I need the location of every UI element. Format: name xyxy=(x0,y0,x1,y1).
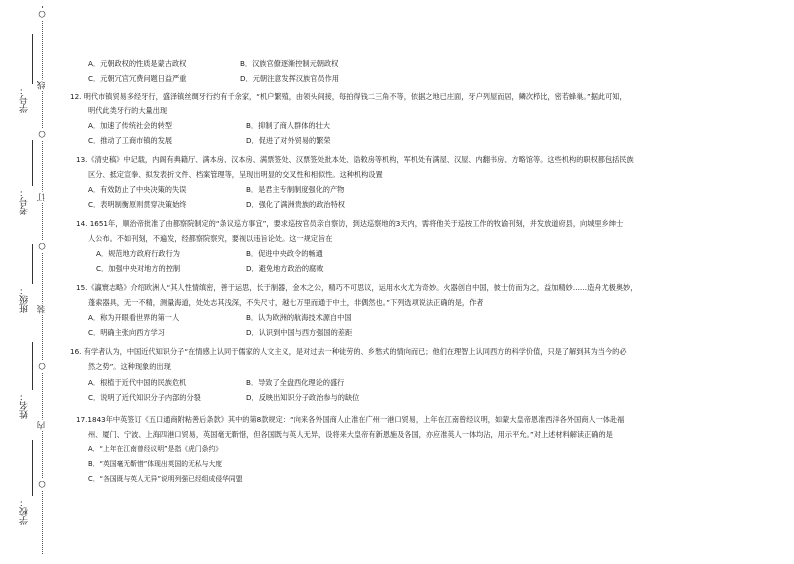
option-a[interactable]: A．称为开眼看世界的第一人 xyxy=(88,313,180,322)
option-b[interactable]: B．认为欧洲的航海技术源自中国 xyxy=(246,313,352,322)
question-stem: 17.1843年中英签订《五口通商附粘善后条款》其中的第8款规定：“向来各外国商人止准在广州一港口贸易，上年在江南曾经议明，如蒙大皇帝恩准西洋各外国商人一体赴福 xyxy=(76,415,625,424)
option-d[interactable]: D．元朝注意发挥汉族官员作用 xyxy=(240,74,339,83)
binding-inner-mark: 内 xyxy=(37,421,47,430)
option-a[interactable]: A．有效防止了中央决策的失误 xyxy=(88,185,187,194)
question-stem: 14. 1651年，顺治帝批准了由都察院制定的“条议巡方事宜”，要求巡按官员亲自察访，到达巡察地的3天内，需将他关于巡按工作的牧谕刊刻，并发放道府县，向城里乡绅士 xyxy=(76,219,624,228)
question-stem: 然之势”。这种现象的出现 xyxy=(88,362,171,371)
question-stem: 16. 有学者认为，中国近代知识分子“在情感上认同于儒家的人文主义，是对过去一种徒劳的、乡愁式的情向而已；他们在理智上认同西方的科学价值，只是了解到其为当今的必 xyxy=(70,347,627,356)
option-c[interactable]: C．明确主张向西方学习 xyxy=(88,328,165,337)
option-c[interactable]: C．推动了工商市镇的发展 xyxy=(88,136,173,145)
student-number-label: 学号： xyxy=(20,86,30,113)
name-line[interactable] xyxy=(32,342,33,390)
name-label: 姓名： xyxy=(20,392,30,419)
binding-circle-mark: ○ xyxy=(37,361,47,371)
binding-circle-mark: ○ xyxy=(37,241,47,251)
option-c[interactable]: C．加强中央对地方的控制 xyxy=(96,264,181,273)
option-d[interactable]: D．避免地方政治的腐败 xyxy=(246,264,324,273)
binding-line-mark: 线 xyxy=(37,81,47,90)
binding-circle-mark: ○ xyxy=(37,129,47,139)
option-b[interactable]: B．汉族官僚逐渐控制元朝政权 xyxy=(240,59,339,68)
binding-circle-mark: ○ xyxy=(37,9,47,19)
question-stem: 15.《瀛寰志略》介绍欧洲人“其人性情缜密，善于运思，长于制器，金木之公，精巧不可思议，运用水火尤为奇妙。火器创自中国，彼士仿而为之，益加精妙……造舟尤极奥妙， xyxy=(76,283,638,292)
option-d[interactable]: D．强化了满洲贵族的政治特权 xyxy=(246,200,345,209)
question-stem: 明代此类牙行的大量出现 xyxy=(88,106,168,115)
binding-margin xyxy=(0,0,62,564)
option-c[interactable]: C．“各国既与英人无异”说明列强已经组成侵华同盟 xyxy=(88,475,243,483)
class-line[interactable] xyxy=(32,244,33,284)
option-d[interactable]: D．反映出知识分子政治参与的缺位 xyxy=(246,393,360,402)
question-stem: 13.《清史稿》中记载，内阁有典籍厅、满本房、汉本房、满票签处、汉票签处批本处、诰敕房等机构，军机处有满屋、汉屋、内翻书房、方略馆等。这些机构的职权都包括民族 xyxy=(76,155,634,164)
school-label: 学校： xyxy=(20,498,30,525)
binding-circle-mark: ○ xyxy=(37,479,47,489)
option-b[interactable]: B．抑制了商人群体的壮大 xyxy=(246,121,330,130)
option-d[interactable]: D．认识到中国与西方强国的差距 xyxy=(246,328,353,337)
question-stem: 12. 明代市镇贸易多经牙行，盛泽镇丝绸牙行约有千余家，“机户繁殖，由领头间接，每拍得钱二三角不等，依据之地已庄面，牙户列屋而居，鳞次栉比，密若蜂巢。”据此可知， xyxy=(70,92,627,101)
option-a[interactable]: A．规范地方政府行政行为 xyxy=(96,249,180,258)
student-number-line[interactable] xyxy=(32,34,33,84)
option-c[interactable]: C．表明制衡原则贯穿决策始终 xyxy=(88,200,187,209)
question-stem: 人公布。不如刊刻，不遍发，经都察院察究，要视以违旨论处。这一规定旨在 xyxy=(88,234,333,243)
question-stem: 区分、抵定宣拳、拟发表折文件、档案管理等，呈现出明显的交叉性和相似性。这种机构设置 xyxy=(88,170,383,179)
option-b[interactable]: B．导致了全盘西化理论的盛行 xyxy=(246,378,345,387)
school-line[interactable] xyxy=(32,440,33,496)
option-d[interactable]: D．促进了对外贸易的繁荣 xyxy=(246,136,331,145)
question-stem: 州、厦门、宁波、上海四港口贸易，英国毫无靳惜，但各国既与英人无异，设将来大皇帝有新恩施及各国，亦应准英人一体均沾，用示平允。”对上述材料解读正确的是 xyxy=(88,430,613,439)
exam-number-line[interactable] xyxy=(32,140,33,186)
option-b[interactable]: B．促进中央政令的畅通 xyxy=(246,249,323,258)
option-b[interactable]: B．是君主专制制度强化的产物 xyxy=(246,185,345,194)
exam-number-label: 考号： xyxy=(20,188,30,215)
option-a[interactable]: A．“上年在江南曾经议明”是指《虎门条约》 xyxy=(88,445,223,453)
option-c[interactable]: C．说明了近代知识分子内部的分裂 xyxy=(88,393,201,402)
binding-bind-mark: 装 xyxy=(37,305,47,314)
option-b[interactable]: B．“英国毫无靳惜”体现出英国的无私与大度 xyxy=(88,460,223,468)
question-stem: 蓬索器具，无一不精，测量海道，处处志其浅深，不失尺寸，越七万里而通于中土，非偶然也。”下列选项说法正确的是，作者 xyxy=(88,298,484,307)
option-a[interactable]: A．元朝政权的性质是蒙古政权 xyxy=(88,59,187,68)
option-c[interactable]: C．元朝冗官冗费问题日益严重 xyxy=(88,74,187,83)
option-a[interactable]: A．加速了传统社会的转型 xyxy=(88,121,172,130)
option-a[interactable]: A．根植于近代中国的民族危机 xyxy=(88,378,187,387)
class-label: 班级： xyxy=(20,286,30,313)
binding-order-mark: 订 xyxy=(37,193,47,202)
